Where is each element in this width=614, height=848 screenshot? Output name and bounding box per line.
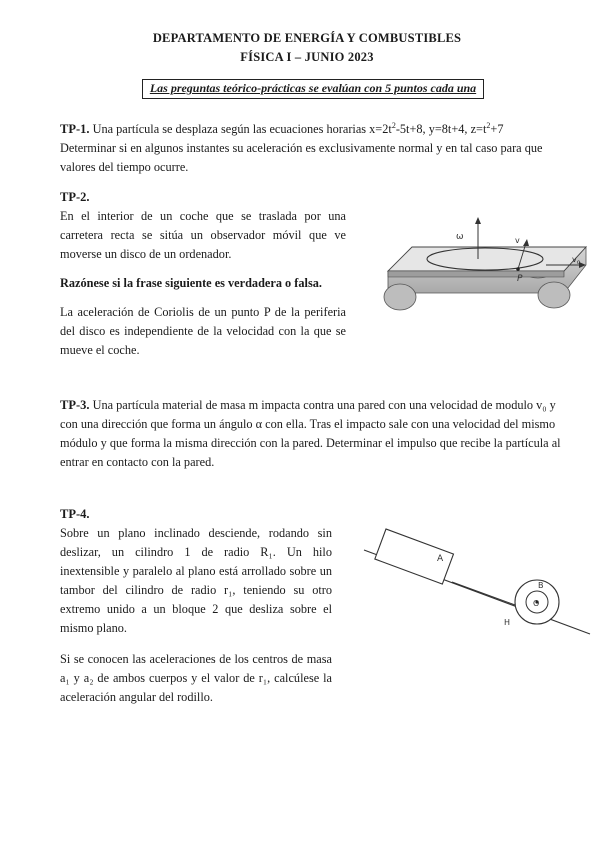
p-label: P [517,274,523,284]
tp4-line-7: Si se conocen las aceleraciones de los centros de masa [60,652,332,666]
car-platform [388,247,586,271]
wheel-rear-icon [538,282,570,308]
tp1-text-c: +7 [490,122,504,137]
tp4-line-4: tambor del cilindro de radio r₁, teniendo su otro [60,583,332,597]
tp2-block [60,188,346,360]
v-label: v [515,236,520,245]
tp3-line-2: con una dirección que forma un ángulo α con ella. Tras el impacto sale con una velocidad del mismo [60,417,556,431]
exam-title: FÍSICA I – JUNIO 2023 [240,50,374,64]
tp4-line-6: mismo plano. [60,621,127,635]
omega-label: ω [456,232,464,242]
tp1-sup-b: 2 [486,121,491,130]
tp2-line-3: moverse un disco de un ordenador. [60,247,232,261]
tp4-line-2: deslizar, un cilindro 1 de radio R₁. Un hilo [60,545,332,559]
wheel-label: B [538,581,544,590]
car-disk-figure [368,207,592,313]
tp1-text-a: Una partícula se desplaza según las ecuaciones horarias x=2t [92,122,392,137]
scoring-banner: Las preguntas teórico-prácticas se evalúan con 5 puntos cada una [142,79,484,99]
tp4-line-9: aceleración angular del rodillo. [60,690,213,704]
center-label: O [533,599,540,608]
tp1-text-b: -5t+8, y=8t+4, z=t [395,122,487,137]
tp4-line-5: extremo unido a un bloque 2 que desliza sobre el [60,602,332,616]
plane-label: H [504,618,511,627]
tp2-statement-2: del disco es independiente de la velocidad con la que se [60,324,346,338]
tp1-block [60,116,560,177]
tp2-statement-1: La aceleración de Coriolis de un punto P de la periferia [60,305,346,319]
tp4-line-3: inextensible y paralelo al plano está arrollado sobre un [60,564,332,578]
tp2-title: TP-2. [60,190,90,204]
block-a-label: A [437,554,444,564]
tp2-line-1: En el interior de un coche que se traslada por una [60,209,346,223]
tp1-line1 [60,116,560,139]
department-title: DEPARTAMENTO DE ENERGÍA Y COMBUSTIBLES [152,31,462,45]
tp2-question: Razónese si la frase siguiente es verdadera o falsa. [60,276,322,290]
tp1-title: TP-1. [60,122,90,137]
point-p-icon [516,267,520,271]
wheel-front-icon [384,284,416,310]
incline-figure [360,517,592,643]
tp3-line-3: módulo y que forma la misma dirección con la pared. Determinar el impulso que recibe la partícula al [60,436,561,450]
tp3-line-4: entrar en contacto con la pared. [60,455,215,469]
tp1-line2: Determinar si en algunos instantes su aceleración es exclusivamente normal y en tal caso para que [60,141,543,156]
tp3-block [60,396,572,472]
tp4-line-8: a₁ y a₂ de ambos cuerpos y el valor de r₁, calcúlese la [60,671,332,685]
tp4-title: TP-4. [60,507,90,521]
v0-sub: o [576,259,581,266]
tp3-title: TP-3. [60,398,90,412]
tp3-line-1: TP-3. Una partícula material de masa m impacta contra una pared con una velocidad de modulo v₀ y [60,398,556,412]
tp1-line3: valores del tiempo ocurre. [60,160,189,175]
tp1-sup-a: 2 [391,121,396,130]
tp2-line-2: carretera recta se sitúa un observador móvil que ve [60,228,346,242]
tp2-statement-3: mueve el coche. [60,343,140,357]
tp4-line-1: Sobre un plano inclinado desciende, rodando sin [60,526,332,540]
v0-label: v [572,255,577,264]
tp4-block [60,505,332,707]
